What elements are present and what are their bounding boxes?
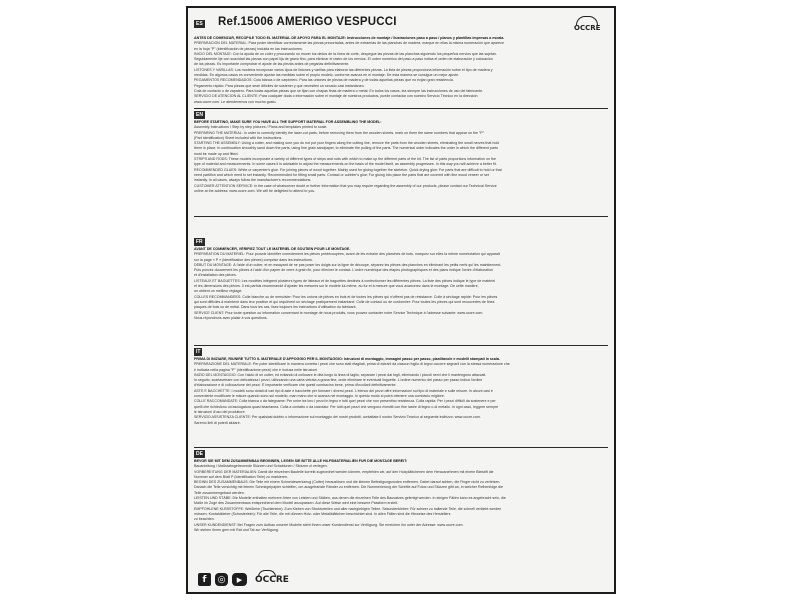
sheet-header [194,14,608,38]
text-line: online at the address: www.occre.com. We will be delighted to attend to you. [194,188,316,193]
text-line: In seguito, scartavetrare con delicatezza i pezzi, utilizzando una carta vetrata a grana fine, onde eliminare le eventuali linguette. L'ordine numerico del passo per passo indica l'ordine [194,378,483,383]
section-divider [194,108,608,109]
instagram-icon[interactable]: ◎ [215,573,228,586]
text-line: quelli che richiedono un'asciugatura quasi istantanea. Colla a contatto o da calzolaio: Per tutti quei pezzi che vengono rivestiti con fine lastre di legno o di metallo. In ogni caso, leggere sempre [194,404,499,409]
section-es-body [194,36,608,105]
text-line: SERVIZIO ASSISTENZA CLIENTE: Per qualsiasi dubbio o informazione sul montaggio dei nostri prodotti, contattate il nostro Servizio Tecnico al seguente indirizzo: www.occre.com. [194,415,481,420]
footer-logo-arc-icon [258,570,276,577]
text-line: Danach die Teile vorsichtig mit feinem Schmirgelpapier schleifen, um ausgefranste Ränder zu entfernen. Die Nummerierung der Schritte auf Fotos und Skizzen gibt an, in welcher Reihenfolge die [194,485,503,490]
text-line: medidas. En algunos casos es conveniente ajustar las medidas sobre el propio modelo, conforme avanza en el montaje. De esta manera se consigue un mejor ajuste. [194,73,460,78]
text-line: PREPARACIÓN DEL MATERIAL: Para poder identificar correctamente las piezas precortadas, antes de extraerlas de las planchas de madera, marque en ellas la misma numeración que aparece [194,41,504,46]
lang-tag-en: EN [196,112,203,118]
text-line: STRIPS AND RODS: These models incorporate a variety of different types of strips and rods with which to make up the different parts of the kit. The list of parts proportions information on the [194,157,496,162]
text-line: et les dimensions des pièces. Il est parfois recommandé d'ajuster les mesures sur le modèle lui-même, au fur et à mesure que vous avancerez dans le montage. De cette manière, [194,284,479,289]
text-line: plaques de bois ou de métal. Dans tous les cas, lisez toujours les instructions d'utilisation du fabricant. [194,305,357,310]
text-line: Pegamento rápido: Para piezas que sean difíciles de sostener y que necesiten un secado casi instantáneo. [194,83,365,88]
text-line: et d'installation des pièces. [194,273,237,278]
text-line: Maße im Zuge des Zusammenbaus entsprechend dem Modell anzupassen. Auf diese Weise wird eine bessere Passform erzielt. [194,501,399,506]
section-en [194,111,608,194]
text-line: LISTEAUX ET BAGUETTES: Les modèles intègrent plusieurs types de listeaux et de baguettes destinés à confectionner les différentes pièces. La liste des pièces indique le type de matériel [194,278,496,283]
social-footer [198,573,289,586]
text-line: LISTONES Y VARILLAS: Los modelos incorporan varios tipos de listones y varillas para elaborar las diferentes piezas. La lista de piezas proporciona información sobre el tipo de madera y [194,67,493,72]
text-line: PRÉPARATION DU MATÉRIEL: Pour pouvoir identifier correctement les pièces prédécoupées, avant de les extraire des planches de bois, marquez sur elles la même numérotation qui apparaît [194,252,501,257]
text-line: en la hoja "P" (identificación de piezas) incluida en las instrucciones. [194,46,303,51]
text-line: www.occre.com. Le atenderemos con mucho gusto. [194,99,277,104]
section-es [194,36,608,105]
footer-logo-text: OCCRE [255,574,289,585]
text-line: UNSER KUNDENDIENST: Bei Fragen zum Aufbau unserer Modelle steht Ihnen unser Kundendienst zur Verfügung. Sie erreichen ihn unter der Adresse: www.occre.com. [194,522,464,527]
text-line: PREPARAZIONE DEL MATERIALE: Per poter identificare in maniera corretta i pezzi che sono stati ritagliati, prima di estrarli da ciascun foglio di legno occorre segnarli con la stessa numerazione che [194,362,510,367]
logo-text: OCCRE [574,24,601,32]
section-divider [194,447,608,448]
text-line: Wir stehen Ihnen gern mit Rat und Tat zur Verfügung. [194,527,279,532]
text-line: PRIMA DI INIZIARE, RIUNIRE TUTTO IL MATERIALE D'APPOGGIO PER IL MONTAGGIO: Istruzioni di montaggio, immagini passo per passo, piani/tavole e modelli stampati in scala. [194,357,500,361]
facebook-icon[interactable]: f [198,573,211,586]
text-line: PEGAMENTOS RECOMENDADOS: Cola blanca o de carpintero. Para las uniones de piezas de madera y de todas aquellas piezas que no exijan gran resistencia. [194,78,454,83]
youtube-icon[interactable]: ▶ [232,573,247,586]
text-line: must be made up and fitted. [194,151,239,156]
text-line: INICIO DEL MONTAJE: Con la ayuda de un cúter y procurando no mover los dedos de la línea de corte, despegue las piezas de las planchas siguiendo los pequeños nervios que las sujetan. [194,51,498,56]
text-line: VORBEREITUNG DER MATERIALIEN: Damit die einzelnen Bauteile korrekt zugeordnet werden können, empfehlen wir, auf den Holzplättchenen dem Herausnehmen mit einem Bleistift die [194,469,494,474]
section-divider [194,345,608,346]
instruction-sheet [186,6,616,594]
text-line: EMPFOHLENE KLEBSTOFFE: Weißleim (Tischlerleim): Zum Kleben von Strukturteilen und aller nachgiebigen Teilen. Sekundenkleber: Für schwer zu haltende Teile, die schnell verklebt werden [194,506,502,511]
text-line: Puis poncez doucement les pièces à l'aide d'un papier de verre à grain fin, pour éliminer le contact. L'ordre numérique des étapes photographiques et des plans indique l'ordre d'élaboration [194,268,494,273]
text-line: INIZIO DEL MONTAGGIO: Con l'aiuto di un cutter, ed evitando di collocare le dita lungo la linea di taglio, separare i pezzi dai fogli, eliminando i piccoli nervi che li mantengono attaccati. [194,372,487,377]
text-line: LEISTEN UND STÄBE: Die Modelle enthalten mehrere Arten von Leisten und Stäben, aus denen die einzelnen Teile des Bausatzes gefertigt werden. In einigen Fällen kann es angebracht sein, die [194,496,506,501]
lang-tag-es: ES [196,21,203,27]
text-line: COLLES RECOMMANDÉES: Colle blanche ou de menuisier: Pour les unions de pièces en bois et de toutes les pièces qui n'offrent pas de résistance. Colle à séchage rapide: Pour les pièces [194,294,498,299]
text-line: müssen. Kontaktkleber (Schusterleim): Für alle Teile, die mit dünnen Holz- oder Metallblättchen beschichtet sind. In allen Fällen sind die Hinweise des Herstellers [194,511,451,516]
footer-occre-logo [255,575,289,585]
text-line: AVANT DE COMMENCER, VÉRIFIEZ TOUT LE MATÉRIEL DE SOUTIEN POUR LE MONTAGE. [194,247,351,251]
text-line: Assembly Instructions / Step by step pictures / Plans and templates printed to scale. [194,125,328,130]
text-line: ASTE E BACCHETTE: I modelli sono dotati di vari tipi di aste e bacchette per formare i diversi pezzi. L'elenco dei pezzi offre informazioni sul tipo di materiale e sulle misure. In alcuni casi è [194,388,493,393]
page-title: Ref.15006 AMERIGO VESPUCCI [218,16,397,28]
text-line: on obtient un meilleur réglage. [194,289,243,294]
text-line: BEGINN DES ZUSAMMENBAUS: Die Teile mit einem Schneidewerkzeug (Cutter) herauslösen und die kleinen Befestigungsnoden entfernen. Dabei darauf achten, die Finger nicht zu verletzen. [194,480,501,485]
lang-tag-fr: FR [196,239,203,245]
section-de [194,450,608,533]
text-line: PREPARING THE MATERIAL: In order to correctly identify the laser-cut parts, before removing them from the wooden sheets, mark on them the same numbers that appear on the "P" [194,130,484,135]
text-line: SERVICIO DE ATENCIÓN AL CLIENTE: Para cualquier duda o información sobre el montaje de nuestros productos, puede contactar con nuestro Servicio Técnico en la dirección: [194,94,479,99]
text-line: d'elaborazione e di collocazione dei pezzi. È importante verificare che questi combacino bene, prima d'incollarli definitivamente. [194,383,397,388]
text-line: STARTING THE ASSEMBLY: Using a cutter, and making sure you do not put your fingers along the cutting line, remove the parts from the wooden sheets, eliminating the small nerves that hold [194,141,500,146]
text-line: SERVICE CLIENT: Pour toute question ou information concernant le montage de nous produits, vous pouvez contacter notre Service Technique à l'adresse suivante: www.occre.com. [194,310,484,315]
text-line: BEFORE STARTING, MAKE SURE YOU HAVE ALL THE SUPPORT MATERIAL FOR ASSEMBLING THE MODEL: [194,120,382,124]
text-line: COLLE RACCOMANDATE: Colla bianca o da falegname: Per unire tra loro i pezzi in legno e tutti quei pezzi che non presentino resistenza. Colla rapida: Per i pezzi difficili da sostenere e per [194,399,496,404]
text-line: Nous répondrons avec plaisir à vos questions. [194,315,268,320]
text-line: RECOMMENDED GLUES: White or carpenter's glue. For joining pieces of wood together. Mainly used for gluing together the skeleton. Quick drying glue: For parts that are difficult to hold or that [194,167,502,172]
lang-tag-it: IT [196,349,201,355]
text-line: Seguidamente lije con suavidad las piezas con papel lija de grano fino, para eliminar el rastro de los nervios. El orden numérico del paso a paso indica el orden de elaboración y colocación [194,57,493,62]
text-line: need partition and which need to set instantly. Recommended for fitting small parts. Contact or cobbler's glue: For gluing into place the parts that are covered with fine wood veneer or set [194,172,489,177]
text-line: Teile zusammengebaut werden. [194,490,245,495]
text-line: CUSTOMER ATTENTION SERVICE: In the case of whatsoever doubt or further information that you may require regarding the assembly of our products, please contact our Technical Service [194,183,497,188]
section-it [194,348,608,426]
text-line: (Part identification) Sheet included with the instructions. [194,135,283,140]
text-line: BEVOR SIE MIT DEM ZUSAMMENBAU BEGINNEN, LEGEN SIE BITTE ALLE HILFSMATERIALIEN FÜR DIE MONTAGE BEREIT: [194,459,408,463]
text-line: è indicata nella pagina "P" (identificazione pezzi) che è inclusa nelle istruzioni. [194,367,319,372]
text-line: le istruzioni d'uso del produttore. [194,409,246,414]
text-line: DÉBUT DU MONTAGE: À l'aide d'un cutter, et en essayant de ne pas poser les doigts sur la ligne de découpe, séparez les pièces des planches en éliminant les petits nerfs qui les maintiennent. [194,262,502,267]
text-line: type of material and measurements. In some cases it is advisable to adjust the measurements on the basis of the model itself, as assembly progresses. In this way you will achieve a better fit. [194,162,497,167]
text-line: zu beachten. [194,517,215,522]
text-line: ANTES DE COMENZAR, RECOPILE TODO EL MATERIAL DE APOYO PARA EL MONTAJE: Instrucciones de montaje / Ilustraciones paso a paso / planos y plantillas impresas a escala. [194,36,505,40]
text-line: qui sont difficiles à maintenir dans leur position et qui requièrent un séchage pratiquement instantané. Colle de contact ou de cordonnier: Pour toutes les pièces qui sont recouvertes de fines [194,299,495,304]
text-line: instantly. In all cases, always follow the manufacturer's recommendations. [194,178,312,183]
text-line: conveniente modificare le misure quando sono sul modello, man mano che si avanza nel montaggio. In questo modo si potrà ottenere una combacio migliore. [194,394,445,399]
text-line: de las piezas. Es importante comprobar el ajuste de las piezas antes de pegarlas definitivamente. [194,62,350,67]
section-divider [194,216,608,217]
text-line: Nummer auf dem Blatt P (Identifikation Teile) zu markieren. [194,474,288,479]
text-line: Saremo lieti di poterti aiutare. [194,420,241,425]
text-line: sur la page « P » (identification des pièces) comprise dans les instructions. [194,257,313,262]
text-line: Cola de contacto o de zapatero. Para todas aquellas piezas que se fijan con chapas finas de madera o metal. En todos los casos, lea siempre las instrucciones de uso del fabricante. [194,88,484,93]
section-fr [194,238,608,321]
text-line: them in place. In continuation smoothly sand down the parts, using fine grain sandpaper, to eliminate the pulling of the parts. The numerical order indicates the order in which the different parts [194,146,498,151]
occre-logo [572,16,602,36]
lang-tag-de: DE [196,451,203,457]
text-line: Bauanleitung / Maßstabsgetreuende Skizzen und Schablonen / Skizzen ul verlegen. [194,464,328,469]
